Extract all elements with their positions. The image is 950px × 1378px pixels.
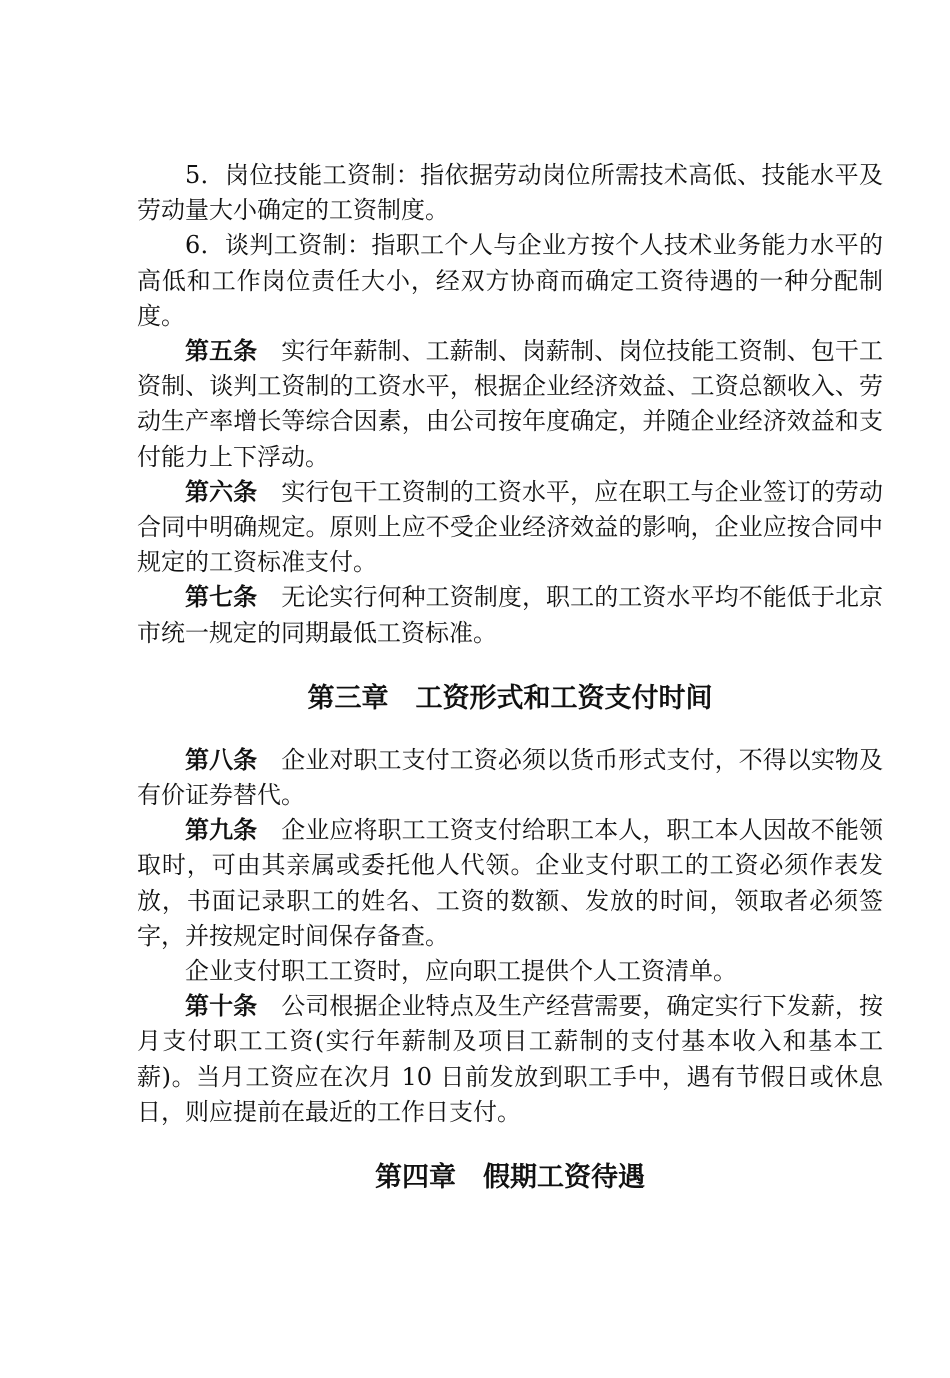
article-paragraph (137, 813, 883, 954)
paragraph-text: 实行年薪制、工薪制、岗薪制、岗位技能工资制、包干工资制、谈判工资制的工资水平，根据企业经济效益、工资总额收入、劳动生产率增长等综合因素，由公司按年度确定，并随企业经济效益和支付能力上下浮动。 (137, 337, 884, 471)
paragraph-text: 6．谈判工资制：指职工个人与企业方按个人技术业务能力水平的高低和工作岗位责任大小，经双方协商而确定工资待遇的一种分配制度。 (137, 231, 883, 330)
paragraph-group-b (137, 743, 883, 1130)
paragraph (137, 228, 883, 334)
document-page (137, 158, 883, 1198)
article-paragraph (137, 989, 883, 1130)
article-number: 第十条 (185, 992, 258, 1021)
article-number: 第七条 (185, 583, 258, 612)
paragraph-group-a (137, 158, 883, 651)
paragraph-text: 企业应将职工工资支付给职工本人，职工本人因故不能领取时，可由其亲属或委托他人代领。企业支付职工的工资必须作表发放，书面记录职工的姓名、工资的数额、发放的时间，领取者必须签字，并按规定时间保存备查。 (137, 816, 884, 950)
article-paragraph (137, 580, 883, 650)
paragraph (137, 158, 883, 228)
article-number: 第九条 (185, 816, 258, 845)
paragraph-text: 实行包干工资制的工资水平，应在职工与企业签订的劳动合同中明确规定。原则上应不受企业经济效益的影响，企业应按合同中规定的工资标准支付。 (137, 477, 884, 577)
article-number: 第八条 (185, 745, 258, 774)
paragraph-text: 公司根据企业特点及生产经营需要，确定实行下发薪，按月支付职工工资(实行年薪制及项目工薪制的支付基本收入和基本工薪)。当月工资应在次月 10 日前发放到职工手中，遇有节假日或休息日，则应提前在最近的工作日支付。 (137, 992, 884, 1126)
paragraph-text: 企业对职工支付工资必须以货币形式支付，不得以实物及有价证券替代。 (137, 745, 884, 810)
article-paragraph (137, 475, 883, 581)
article-paragraph (137, 334, 883, 475)
chapter-3-heading: 第三章 工资形式和工资支付时间 (307, 682, 713, 714)
article-number: 第五条 (185, 337, 258, 366)
paragraph-text: 5．岗位技能工资制：指依据劳动岗位所需技术高低、技能水平及劳动量大小确定的工资制度。 (137, 161, 883, 225)
paragraph-text: 无论实行何种工资制度，职工的工资水平均不能低于北京市统一规定的同期最低工资标准。 (137, 583, 884, 647)
paragraph-text: 企业支付职工工资时，应向职工提供个人工资清单。 (185, 957, 737, 986)
paragraph (137, 954, 883, 989)
article-number: 第六条 (185, 477, 258, 506)
chapter-4-heading: 第四章 假期工资待遇 (375, 1162, 645, 1194)
article-paragraph (137, 743, 883, 813)
